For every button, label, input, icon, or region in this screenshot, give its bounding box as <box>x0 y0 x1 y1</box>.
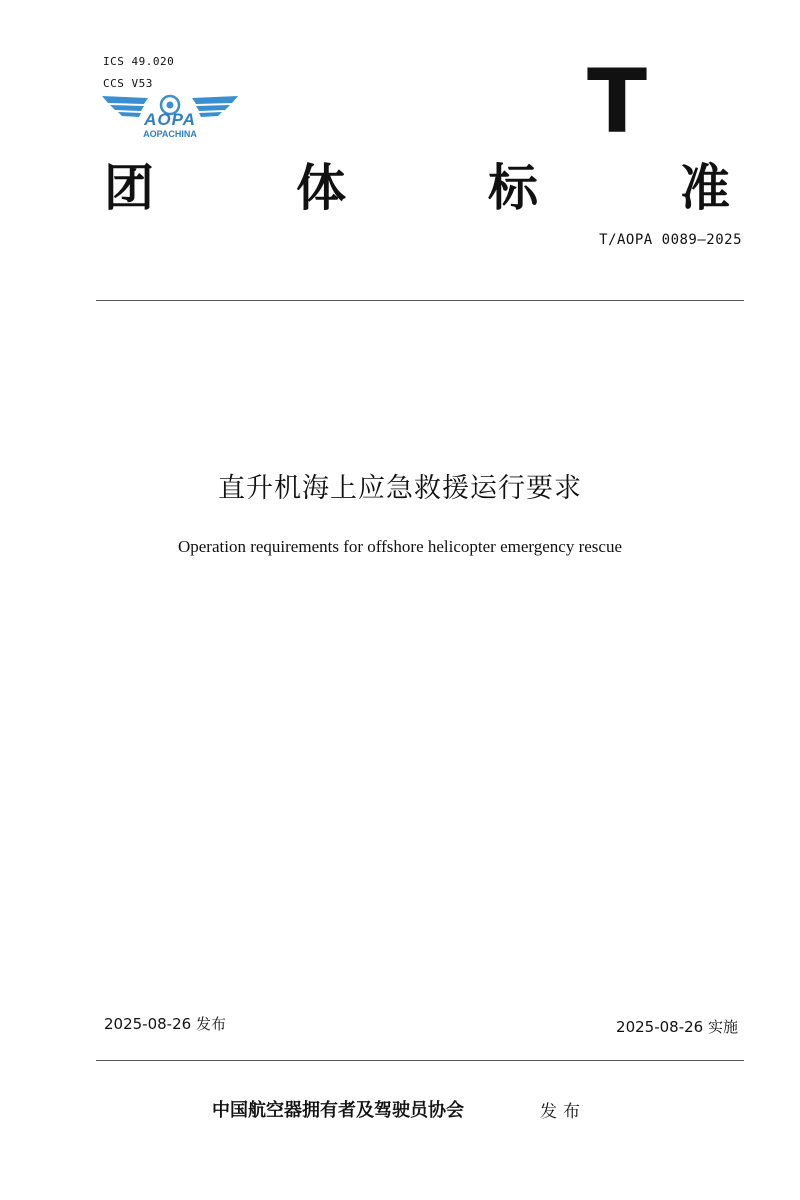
standard-type-char: 准 <box>680 159 730 217</box>
logo-subtext: AOPACHINA <box>143 129 197 139</box>
title-chinese: 直升机海上应急救援运行要求 <box>218 473 582 504</box>
bottom-divider <box>96 1060 744 1061</box>
ics-code: ICS 49.020 <box>103 55 175 68</box>
standard-type-char: 团 <box>104 159 154 217</box>
aopa-logo <box>100 92 240 142</box>
standard-letter: T <box>586 58 648 142</box>
top-divider <box>96 300 744 301</box>
ccs-code: CCS V53 <box>103 77 153 90</box>
logo-wordmark: AOPA <box>144 110 196 129</box>
standard-letter-t <box>585 58 649 142</box>
issuer-name: 中国航空器拥有者及驾驶员协会 <box>212 1100 464 1121</box>
title-english: Operation requirements for offshore helicopter emergency rescue <box>177 537 623 556</box>
implement-date: 2025-08-26 实施 <box>616 1018 738 1036</box>
standard-type-char: 标 <box>488 159 538 217</box>
standard-number: T/AOPA 0089—2025 <box>599 232 742 248</box>
publish-date: 2025-08-26 发布 <box>104 1015 226 1033</box>
standard-type-char: 体 <box>296 159 346 217</box>
issuer-action: 发布 <box>540 1102 586 1122</box>
